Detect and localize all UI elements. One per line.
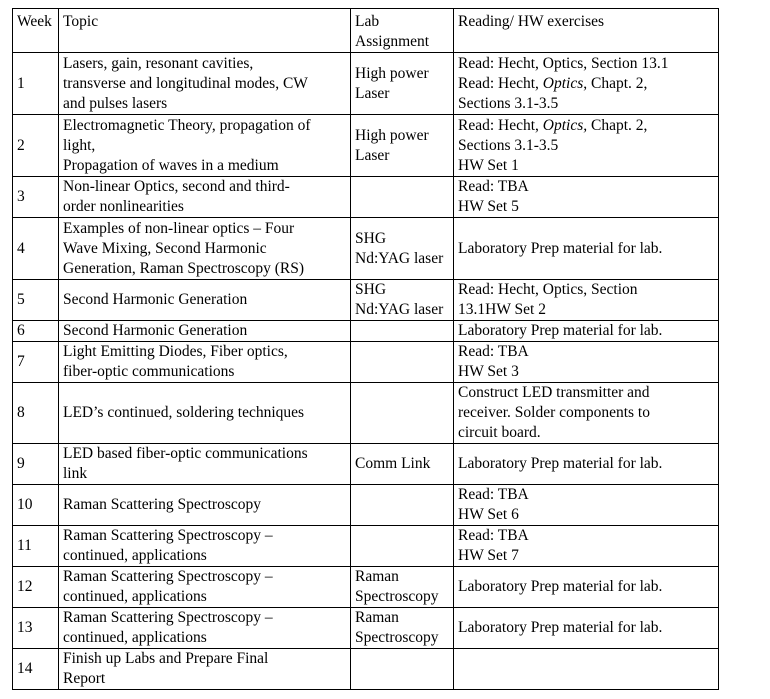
- cell-line: HW Set 3: [458, 363, 519, 380]
- topic-cell: [59, 567, 351, 608]
- cell-line: fiber-optic communications: [63, 363, 235, 380]
- table-row: [13, 526, 719, 567]
- cell-line: Laboratory Prep material for lab.: [458, 619, 663, 636]
- cell-line: Non-linear Optics, second and third-: [63, 178, 290, 195]
- topic-header: Topic: [59, 9, 351, 53]
- week-cell: 3: [13, 177, 59, 218]
- cell-line: HW Set 7: [458, 547, 519, 564]
- topic-cell: [59, 218, 351, 280]
- week-cell: 7: [13, 342, 59, 383]
- cell-line: Generation, Raman Spectroscopy (RS): [63, 259, 305, 277]
- lab-cell: [351, 485, 454, 526]
- table-row: [13, 280, 719, 321]
- table-row: [13, 383, 719, 444]
- table-row: [13, 218, 719, 280]
- topic-cell: [59, 115, 351, 177]
- reading-header: Reading/ HW exercises: [454, 9, 719, 53]
- lab-cell: [351, 649, 454, 690]
- cell-line: Raman: [355, 609, 399, 626]
- topic-cell: [59, 383, 351, 444]
- cell-line: Read: Hecht, Optics, Section: [458, 281, 638, 298]
- lab-cell: [351, 342, 454, 383]
- table-row: [13, 342, 719, 383]
- topic-cell: [59, 53, 351, 115]
- cell-line: transverse and longitudinal modes, CW: [63, 74, 308, 92]
- cell-line: Light Emitting Diodes, Fiber optics,: [63, 343, 288, 360]
- topic-cell: [59, 444, 351, 485]
- cell-line: HW Set 1: [458, 156, 519, 174]
- topic-cell: [59, 177, 351, 218]
- cell-line: Read: TBA: [458, 486, 529, 503]
- lab-cell: [351, 115, 454, 177]
- cell-line: Nd:YAG laser: [355, 249, 444, 267]
- reading-cell: [454, 485, 719, 526]
- topic-cell: [59, 526, 351, 567]
- header-row: [13, 9, 719, 53]
- cell-line: High power: [355, 126, 429, 144]
- lab-cell: [351, 567, 454, 608]
- cell-line: Raman Scattering Spectroscopy –: [63, 609, 273, 626]
- reading-cell: [454, 115, 719, 177]
- reading-cell: [454, 280, 719, 321]
- reading-cell: [454, 567, 719, 608]
- topic-cell: [59, 649, 351, 690]
- cell-line: 13.1HW Set 2: [458, 301, 546, 318]
- cell-line: link: [63, 465, 88, 482]
- cell-line: Examples of non-linear optics – Four: [63, 219, 295, 237]
- cell-line: continued, applications: [63, 588, 207, 605]
- cell-line: Read: Hecht, Optics, Chapt. 2,: [458, 116, 648, 134]
- cell-line: SHG: [355, 281, 387, 298]
- lab-cell: [351, 177, 454, 218]
- week-cell: 5: [13, 280, 59, 321]
- cell-line: Raman Scattering Spectroscopy –: [63, 568, 273, 585]
- lab-header: Lab Assignment: [351, 9, 454, 53]
- reading-cell: [454, 177, 719, 218]
- cell-line: High power: [355, 64, 429, 82]
- week-cell: 1: [13, 53, 59, 115]
- cell-line: and pulses lasers: [63, 94, 168, 112]
- reading-cell: [454, 218, 719, 280]
- schedule-table: [12, 8, 719, 690]
- cell-line: Sections 3.1-3.5: [458, 136, 559, 154]
- cell-line: Raman Scattering Spectroscopy –: [63, 527, 273, 544]
- cell-line: Raman: [355, 568, 399, 585]
- week-header: Week: [13, 9, 59, 53]
- cell-line: Read: Hecht, Optics, Chapt. 2,: [458, 74, 648, 92]
- cell-line: LED based fiber-optic communications: [63, 445, 308, 462]
- lab-cell: [351, 444, 454, 485]
- table-row: [13, 608, 719, 649]
- cell-line: Raman Scattering Spectroscopy: [63, 496, 262, 513]
- cell-line: order nonlinearities: [63, 198, 184, 215]
- cell-line: Wave Mixing, Second Harmonic: [63, 239, 267, 257]
- week-cell: 9: [13, 444, 59, 485]
- cell-line: continued, applications: [63, 629, 207, 646]
- topic-cell: [59, 608, 351, 649]
- reading-cell: [454, 608, 719, 649]
- table-row: [13, 567, 719, 608]
- week-cell: 12: [13, 567, 59, 608]
- cell-line: Lasers, gain, resonant cavities,: [63, 54, 254, 72]
- reading-cell: [454, 444, 719, 485]
- table-row: [13, 53, 719, 115]
- cell-line: Laboratory Prep material for lab.: [458, 239, 663, 257]
- week-cell: 14: [13, 649, 59, 690]
- cell-line: SHG: [355, 229, 387, 247]
- topic-cell: [59, 321, 351, 342]
- cell-line: Second Harmonic Generation: [63, 291, 248, 308]
- cell-line: Laboratory Prep material for lab.: [458, 578, 663, 595]
- week-cell: 4: [13, 218, 59, 280]
- week-cell: 8: [13, 383, 59, 444]
- cell-line: Read: TBA: [458, 527, 529, 544]
- reading-cell: [454, 342, 719, 383]
- lab-cell: [351, 53, 454, 115]
- table-row: [13, 115, 719, 177]
- lab-cell: [351, 383, 454, 444]
- cell-line: Propagation of waves in a medium: [63, 156, 279, 174]
- lab-cell: [351, 218, 454, 280]
- cell-line: light,: [63, 136, 96, 154]
- reading-cell: [454, 526, 719, 567]
- table-row: [13, 177, 719, 218]
- week-cell: 6: [13, 321, 59, 342]
- cell-line: Sections 3.1-3.5: [458, 94, 559, 112]
- table-body: [13, 53, 719, 690]
- cell-line: Construct LED transmitter and: [458, 384, 650, 401]
- cell-line: Spectroscopy: [355, 588, 439, 605]
- cell-line: continued, applications: [63, 547, 207, 564]
- table-row: [13, 444, 719, 485]
- topic-cell: [59, 342, 351, 383]
- lab-cell: [351, 608, 454, 649]
- reading-cell: [454, 321, 719, 342]
- table-row: [13, 649, 719, 690]
- cell-line: receiver. Solder components to: [458, 404, 650, 421]
- cell-line: LED’s continued, soldering techniques: [63, 404, 305, 421]
- lab-cell: [351, 280, 454, 321]
- reading-cell: [454, 649, 719, 690]
- week-cell: 11: [13, 526, 59, 567]
- topic-cell: [59, 485, 351, 526]
- cell-line: HW Set 5: [458, 198, 519, 215]
- cell-line: Laboratory Prep material for lab.: [458, 455, 663, 472]
- table-row: [13, 321, 719, 342]
- cell-line: Finish up Labs and Prepare Final: [63, 650, 269, 667]
- week-cell: 13: [13, 608, 59, 649]
- week-cell: 10: [13, 485, 59, 526]
- topic-cell: [59, 280, 351, 321]
- cell-line: Read: Hecht, Optics, Section 13.1: [458, 54, 669, 72]
- cell-line: Report: [63, 670, 106, 687]
- cell-line: Laser: [355, 84, 390, 102]
- table-row: [13, 485, 719, 526]
- reading-cell: [454, 383, 719, 444]
- cell-line: Comm Link: [355, 455, 431, 472]
- cell-line: Second Harmonic Generation: [63, 322, 248, 339]
- cell-line: HW Set 6: [458, 506, 519, 523]
- week-cell: 2: [13, 115, 59, 177]
- cell-line: Laboratory Prep material for lab.: [458, 322, 663, 339]
- lab-cell: [351, 321, 454, 342]
- lab-cell: [351, 526, 454, 567]
- cell-line: Nd:YAG laser: [355, 301, 444, 318]
- cell-line: Read: TBA: [458, 178, 529, 195]
- reading-cell: [454, 53, 719, 115]
- cell-line: Spectroscopy: [355, 629, 439, 646]
- cell-line: Electromagnetic Theory, propagation of: [63, 116, 311, 134]
- cell-line: Laser: [355, 146, 390, 164]
- cell-line: circuit board.: [458, 424, 541, 441]
- cell-line: Read: TBA: [458, 343, 529, 360]
